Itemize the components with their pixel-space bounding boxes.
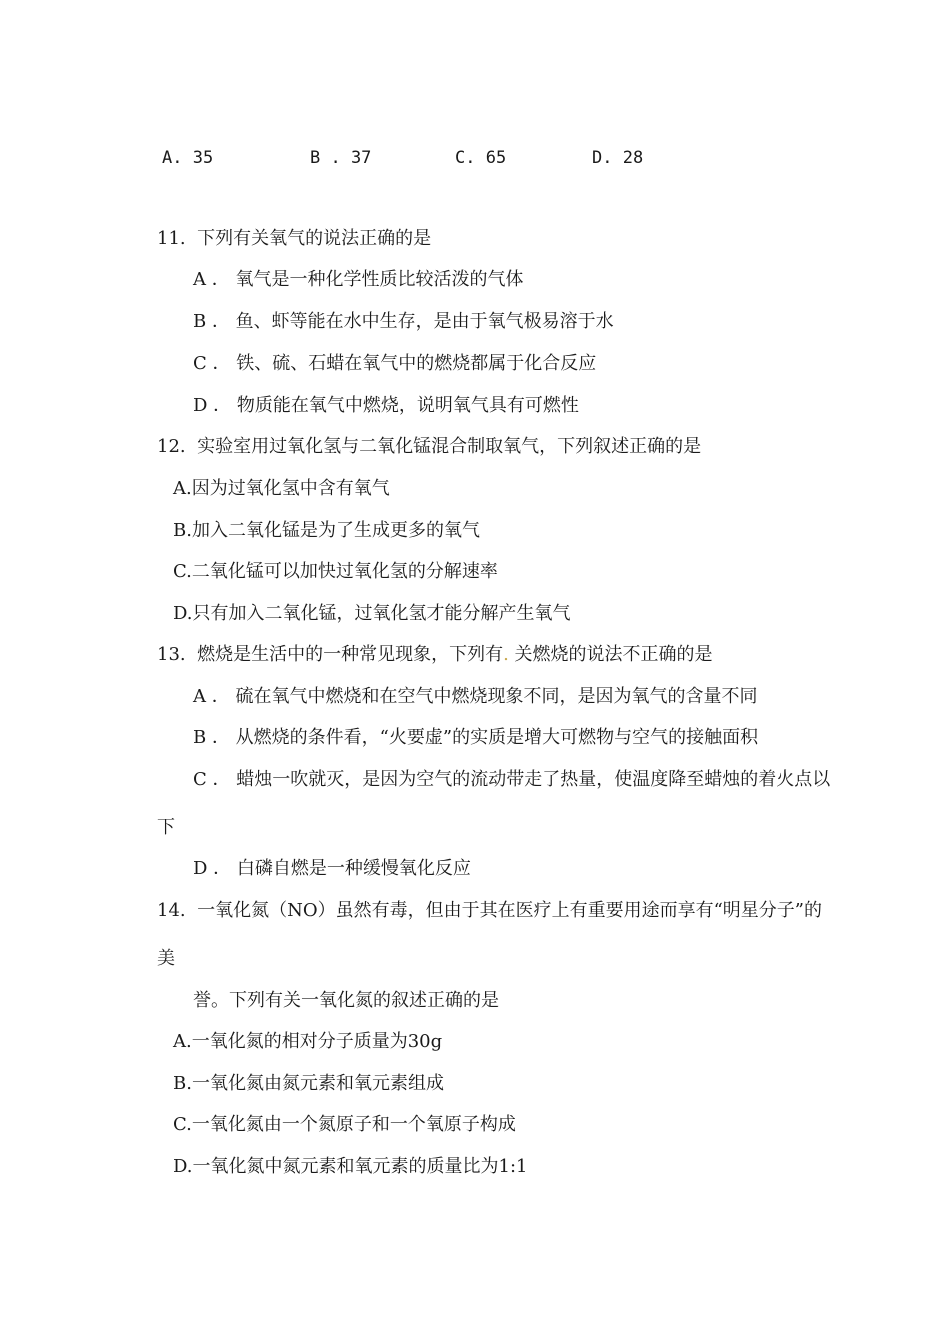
q12-option-d: D.只有加入二氧化锰，过氧化氢才能分解产生氧气 (173, 603, 571, 624)
q11-option-a: A ． 氧气是一种化学性质比较活泼的气体 (193, 269, 524, 290)
q10-option-c: C. 65 (455, 148, 507, 168)
q14-stem-line3: 誉。下列有关一氧化氮的叙述正确的是 (193, 990, 499, 1011)
q10-option-a: A. 35 (162, 148, 214, 168)
q13-stem-part1: 13. 燃烧是生活中的一种常见现象，下列有 (157, 644, 504, 665)
q13-option-c-wrap: 下 (157, 817, 175, 838)
q11-option-c: C ． 铁、硫、石蜡在氧气中的燃烧都属于化合反应 (193, 353, 597, 374)
q12-option-c: C.二氧化锰可以加快过氧化氢的分解速率 (173, 561, 498, 582)
q10-option-d: D. 28 (592, 148, 644, 168)
q13-option-b: B ． 从燃烧的条件看，“火要虚”的实质是增大可燃物与空气的接触面积 (193, 727, 759, 748)
q11-option-b: B ． 鱼、虾等能在水中生存，是由于氧气极易溶于水 (193, 311, 614, 332)
q14-stem-line1: 14. 一氧化氮（NO）虽然有毒，但由于其在医疗上有重要用途而享有“明星分子”的 (157, 900, 822, 921)
q14-option-c: C.一氧化氮由一个氮原子和一个氧原子构成 (173, 1114, 516, 1135)
q12-option-a: A.因为过氧化氢中含有氧气 (173, 478, 390, 499)
q11-stem: 11. 下列有关氧气的说法正确的是 (157, 228, 432, 249)
q14-option-b: B.一氧化氮由氮元素和氧元素组成 (173, 1073, 444, 1094)
q12-stem: 12. 实验室用过氧化氢与二氧化锰混合制取氧气，下列叙述正确的是 (157, 436, 702, 457)
q13-stem (157, 644, 713, 666)
q14-option-d: D.一氧化氮中氮元素和氧元素的质量比为1:1 (173, 1156, 528, 1177)
q14-option-a: A.一氧化氮的相对分子质量为30g (173, 1031, 443, 1052)
q11-option-d: D ． 物质能在氧气中燃烧，说明氧气具有可燃性 (193, 395, 579, 416)
q13-stem-part2: 关燃烧的说法不正确的是 (508, 644, 713, 665)
q10-option-b: B . 37 (310, 148, 372, 168)
q13-option-d: D ． 白磷自燃是一种缓慢氧化反应 (193, 858, 471, 879)
q13-option-c: C ． 蜡烛一吹就灭，是因为空气的流动带走了热量，使温度降至蜡烛的着火点以 (193, 769, 831, 790)
q14-stem-line2: 美 (157, 948, 175, 969)
q13-stem-mark: . (503, 644, 509, 665)
q12-option-b: B.加入二氧化锰是为了生成更多的氧气 (173, 520, 480, 541)
q13-option-a: A ． 硫在氧气中燃烧和在空气中燃烧现象不同，是因为氧气的含量不同 (193, 686, 758, 707)
